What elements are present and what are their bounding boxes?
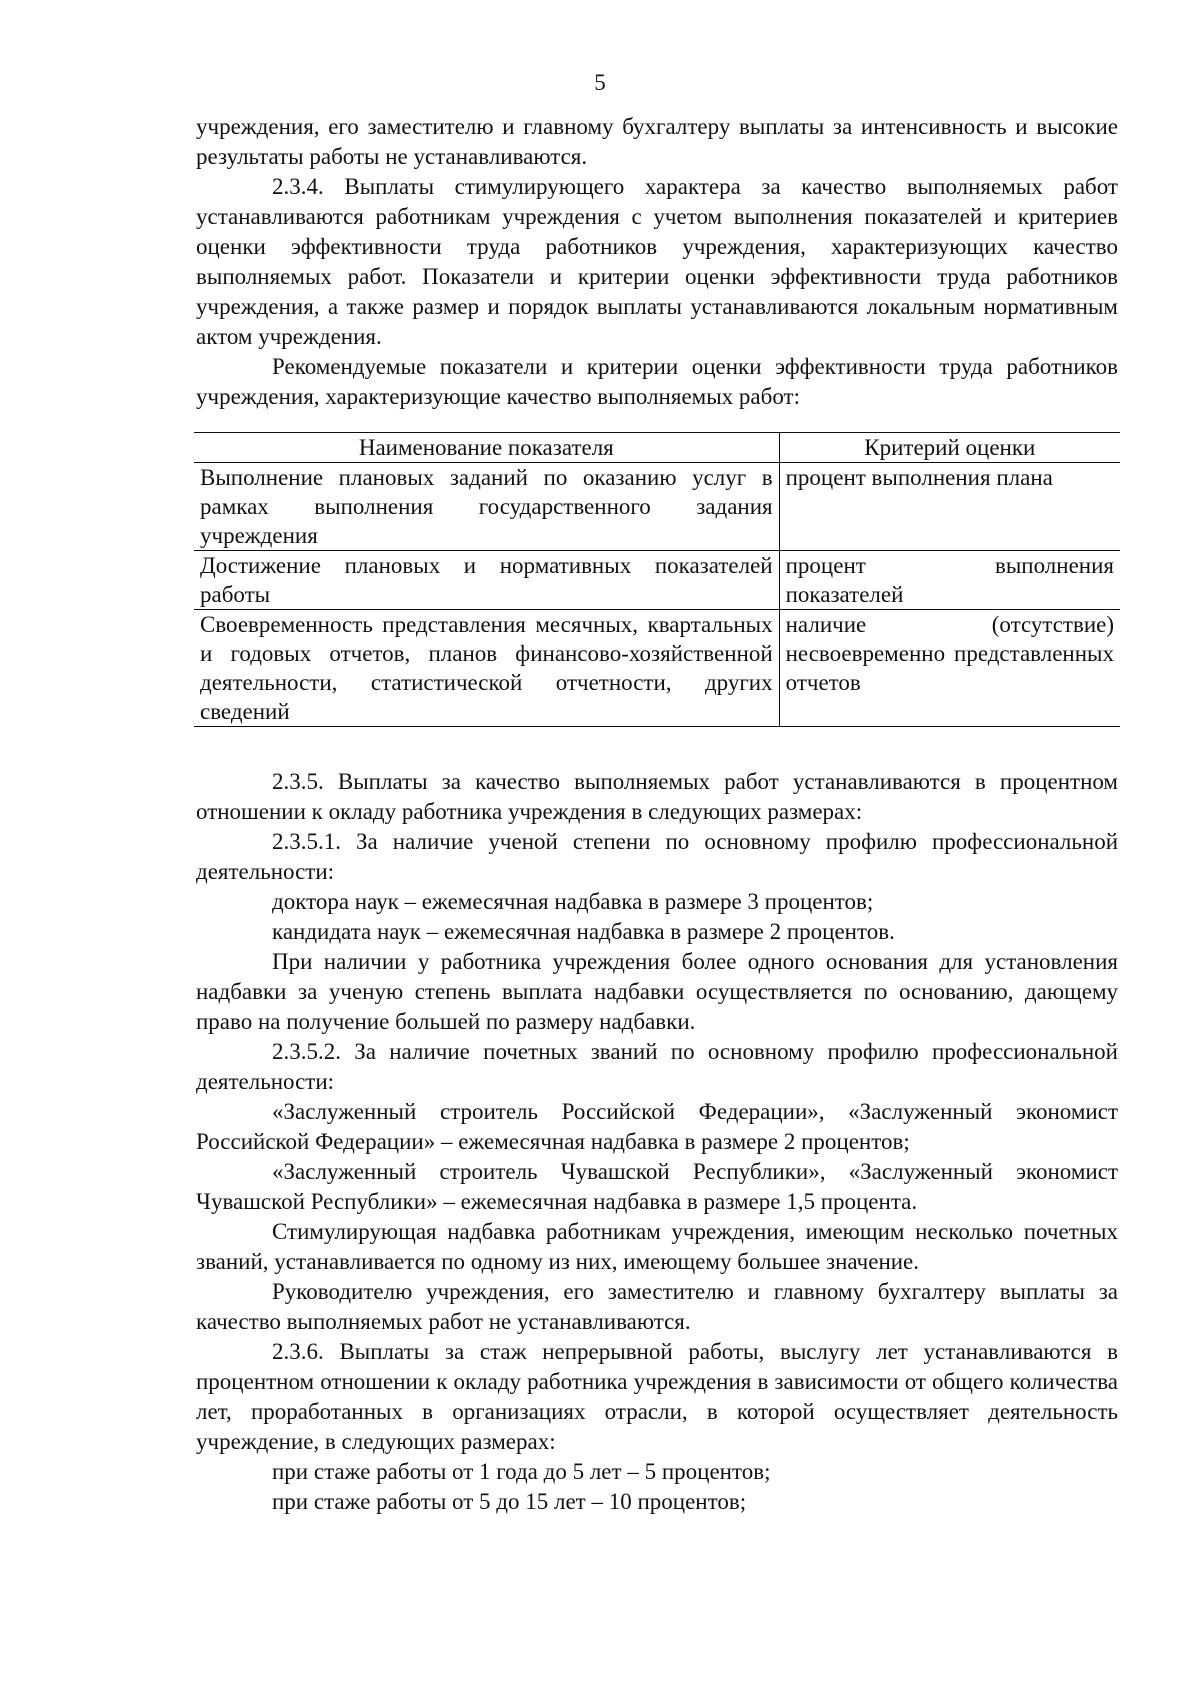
table-header-indicator: Наименование показателя bbox=[194, 433, 779, 463]
table-cell-criterion: наличие (отсутствие) несвоевременно представленных отчетов bbox=[779, 610, 1120, 727]
paragraph-russian-titles: «Заслуженный строитель Российской Федерации», «Заслуженный экономист Российской Федерации» – ежемесячная надбавка в размере 2 процентов; bbox=[196, 1099, 1118, 1154]
table-cell-indicator: Своевременность представления месячных, квартальных и годовых отчетов, планов финансово-хозяйственной деятельности, статистической отчетности, других сведений bbox=[194, 610, 779, 727]
paragraph-2-3-4: 2.3.4. Выплаты стимулирующего характера за качество выполняемых работ устанавливаются работникам учреждения с учетом выполнения показателей и критериев оценки эффективности труда работников учреждения, характеризующих качество выполняемых работ. Показатели и критерии оценки эффективности труда работников учреждения, а также размер и порядок выплаты устанавливаются локальным нормативным актом учреждения. bbox=[196, 174, 1118, 349]
list-item: при стаже работы от 5 до 15 лет – 10 процентов; bbox=[272, 1489, 747, 1514]
table-cell-indicator: Выполнение плановых заданий по оказанию услуг в рамках выполнения государственного задания учреждения bbox=[194, 463, 779, 551]
table-cell-criterion: процент выполнения плана bbox=[779, 463, 1120, 551]
list-item: доктора наук – ежемесячная надбавка в размере 3 процентов; bbox=[272, 889, 874, 914]
table-cell-criterion: процент выполнения показателей bbox=[779, 551, 1120, 610]
table-row bbox=[194, 610, 1120, 727]
paragraph-degree-rule: При наличии у работника учреждения более одного основания для установления надбавки за ученую степень выплата надбавки осуществляется по основанию, дающему право на получение большей по размеру надбавки. bbox=[196, 949, 1118, 1034]
paragraph-multiple-titles: Стимулирующая надбавка работникам учреждения, имеющим несколько почетных званий, устанавливается по одному из них, имеющему большее значение. bbox=[196, 1219, 1118, 1274]
paragraph-chuvash-titles: «Заслуженный строитель Чувашской Республики», «Заслуженный экономист Чувашской Республики» – ежемесячная надбавка в размере 1,5 процента. bbox=[196, 1159, 1118, 1214]
list-item: при стаже работы от 1 года до 5 лет – 5 процентов; bbox=[272, 1459, 771, 1484]
table-header-criterion: Критерий оценки bbox=[779, 433, 1120, 463]
paragraph-recommended-indicators: Рекомендуемые показатели и критерии оценки эффективности труда работников учреждения, характеризующие качество выполняемых работ: bbox=[196, 354, 1118, 409]
table-row bbox=[194, 551, 1120, 610]
document-body bbox=[196, 112, 1118, 1517]
paragraph-2-3-6: 2.3.6. Выплаты за стаж непрерывной работы, выслугу лет устанавливаются в процентном отношении к окладу работника учреждения в зависимости от общего количества лет, проработанных в организациях отрасли, в которой осуществляет деятельность учреждение, в следующих размерах: bbox=[196, 1339, 1118, 1454]
indicators-table bbox=[194, 432, 1120, 727]
table-cell-indicator: Достижение плановых и нормативных показателей работы bbox=[194, 551, 779, 610]
table-header-row bbox=[194, 433, 1120, 463]
paragraph-2-3-5: 2.3.5. Выплаты за качество выполняемых работ устанавливаются в процентном отношении к окладу работника учреждения в следующих размерах: bbox=[196, 769, 1118, 824]
paragraph-2-3-5-1: 2.3.5.1. За наличие ученой степени по основному профилю профессиональной деятельности: bbox=[196, 829, 1118, 884]
paragraph-2-3-5-2: 2.3.5.2. За наличие почетных званий по основному профилю профессиональной деятельности: bbox=[196, 1039, 1118, 1094]
paragraph-continuation: учреждения, его заместителю и главному бухгалтеру выплаты за интенсивность и высокие результаты работы не устанавливаются. bbox=[196, 114, 1118, 169]
table-row bbox=[194, 463, 1120, 551]
paragraph-head-exclusion: Руководителю учреждения, его заместителю и главному бухгалтеру выплаты за качество выполняемых работ не устанавливаются. bbox=[196, 1279, 1118, 1334]
list-item: кандидата наук – ежемесячная надбавка в размере 2 процентов. bbox=[272, 919, 895, 944]
page-number: 5 bbox=[594, 70, 606, 95]
